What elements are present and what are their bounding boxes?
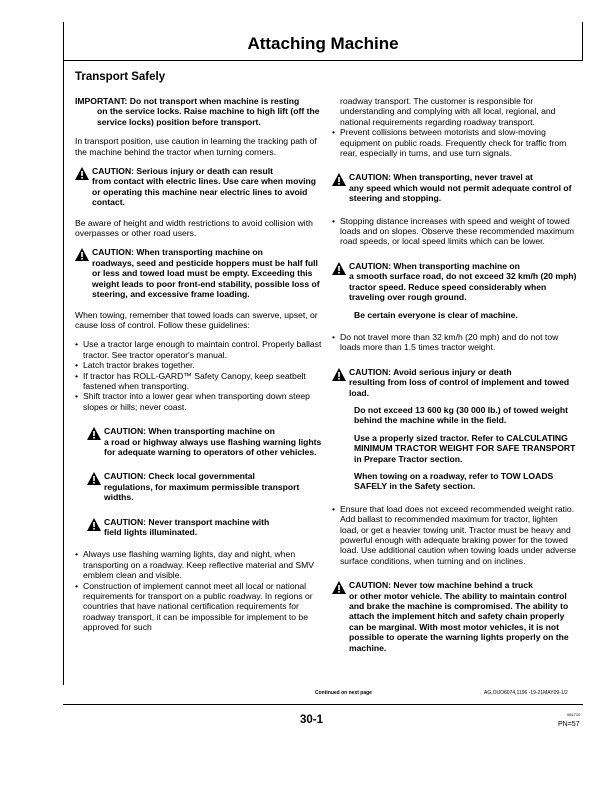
travel-list [332, 332, 578, 353]
stopping-list [332, 216, 578, 247]
warning-triangle-icon [332, 581, 346, 594]
list-item: • Shift tractor into a lower gear when transporting down steep slopes or hills; never coast. [75, 391, 323, 412]
caution-loss-of-control [332, 367, 578, 492]
caution-hoppers [75, 247, 323, 299]
caution-extra: When towing on a roadway, refer to TOW LOADS SAFELY in the Safety section. [354, 470, 554, 492]
caution-first-line: CAUTION: Never transport machine with [104, 516, 270, 527]
section-heading: Transport Safely [75, 71, 166, 83]
right-frame-line [582, 22, 583, 60]
caution-rest: any speed which would not permit adequate control of steering and stopping. [349, 182, 572, 204]
list-item: • Prevent collisions between motorists and slow-moving equipment on public roads. Frequently check for traffic from rear, especially in turns, and use turn signals. [332, 127, 578, 158]
paragraph-height-width: Be aware of height and width restrictions to avoid collision with overpasses or other road users. [75, 217, 313, 239]
body-frame-line [63, 60, 64, 685]
page-title: Attaching Machine [247, 34, 399, 53]
warning-triangle-icon [75, 248, 89, 261]
caution-rest: resulting from loss of control of implement and towed load. [349, 377, 570, 398]
caution-first-line: CAUTION: Serious injury or death can result [92, 166, 273, 177]
caution-first-line: CAUTION: Never tow machine behind a truck [349, 580, 533, 591]
list-item: • Use a tractor large enough to maintain control. Properly ballast tractor. See tractor operator's manual. [75, 339, 323, 360]
warning-triangle-icon [332, 173, 346, 186]
important-note [75, 96, 323, 127]
list-item: • Latch tractor brakes together. [75, 360, 323, 370]
caution-flashing-lights [87, 426, 323, 457]
left-column [75, 96, 323, 642]
caution-first-line: CAUTION: When transporting machine on [349, 260, 520, 271]
caution-extra: Do not exceed 13 600 kg (30 000 lb.) of towed weight behind the machine while in the field. [354, 404, 568, 426]
list-item: • Construction of implement cannot meet all local or national requirements for transport on a public roadway. In regions or countries that have national certification requirements for roadway transport, it can be impossible for implement to be approved for such [75, 581, 323, 633]
pn-label: PN=57 [558, 721, 580, 728]
caution-rest: roadways, seed and pesticide hoppers must be half full or less and towed load must be empty. Exceeding this weight leads to poor front-end stability, possible loss of steering, and excessive frame loading. [92, 257, 320, 300]
list-item: • If tractor has ROLL-GARD™ Safety Canopy, keep seatbelt fastened when transporting. [75, 371, 323, 392]
paragraph-towing: When towing, remember that towed loads can swerve, upset, or cause loss of control. Follow these guidelines: [75, 309, 318, 330]
warning-triangle-icon [332, 368, 346, 381]
caution-extra: Use a properly sized tractor. Refer to CALCULATING MINIMUM TRACTOR WEIGHT FOR SAFE TRANSPORT in Prepare Tractor section. [354, 432, 576, 464]
list-item: • Do not travel more than 32 km/h (20 mph) and do not tow loads more than 1.5 times tractor weight. [332, 332, 578, 353]
important-rest: on the service locks. Raise machine to high lift (off the service locks) position before transport. [97, 106, 320, 127]
document-id: AG,OUO6074,1196 -19-21MAY09-1/2 [484, 690, 568, 696]
important-label: IMPORTANT: [75, 96, 128, 106]
caution-electric-lines [75, 166, 323, 208]
caution-truck-towing [332, 580, 578, 653]
right-column [332, 96, 578, 663]
warning-triangle-icon [332, 262, 346, 275]
warning-triangle-icon [75, 167, 89, 180]
warning-triangle-icon [87, 518, 101, 531]
load-list [332, 504, 578, 566]
warning-triangle-icon [87, 472, 101, 485]
caution-road-speed [332, 261, 578, 320]
caution-speed-control [332, 172, 578, 203]
list-item: • Stopping distance increases with speed and weight of towed loads and on slopes. Observe these recommended maximum road speeds, or local speed limits which can be lower. [332, 216, 578, 247]
footer-rule [63, 704, 583, 705]
list-item: • Ensure that load does not exceed recommended weight ratio. Add ballast to recommended maximum for tractor, lighten load, or get a heavier towing unit. Tractor must be heavy and powerful enough with adequate braking power for the towed load. Use additional caution when towing loads under adverse surface conditions, when turning and on inclines. [332, 504, 578, 566]
continued-note: Continued on next page [315, 690, 372, 696]
caution-rest: from contact with electric lines. Use care when moving or operating this machine near electric lines to avoid contact. [92, 176, 316, 208]
caution-rest: or other motor vehicle. The ability to maintain control and brake the machine is compromised. The ability to attach the implement hitch and safety chain properly can be marginal. With most motor vehicles, it is not possible to operate the warning lights properly on the machine. [349, 590, 569, 653]
important-lead: Do not transport when machine is resting [129, 96, 300, 106]
caution-first-line: CAUTION: When transporting machine on [92, 247, 263, 258]
warning-triangle-icon [87, 427, 101, 440]
caution-rest: a smooth surface road, do not exceed 32 km/h (20 mph) tractor speed. Reduce speed considerably when traveling over rough ground. [349, 271, 577, 303]
caution-rest: field lights illuminated. [104, 527, 198, 537]
caution-first-line: CAUTION: When transporting, never travel at [349, 172, 533, 183]
list-item: • Always use flashing warning lights, day and night, when transporting on a roadway. Keep reflective material and SMV emblem clean and visible. [75, 549, 323, 580]
collision-list [332, 127, 578, 158]
caution-field-lights [87, 517, 323, 538]
title-rule [63, 60, 583, 61]
caution-rest: a road or highway always use flashing warning lights for adequate warning to operators of other vehicles. [104, 436, 322, 457]
print-code: 081710 [567, 712, 581, 717]
lights-list [75, 549, 323, 632]
caution-first-line: CAUTION: Avoid serious injury or death [349, 366, 512, 377]
caution-extra: Be certain everyone is clear of machine. [354, 309, 518, 320]
caution-rest: regulations, for maximum permissible transport widths. [104, 481, 300, 503]
caution-first-line: CAUTION: When transporting machine on [104, 426, 275, 437]
paragraph-roadway-continued: roadway transport. The customer is responsible for understanding and complying with all local, regional, and national requirements regarding roadway transport. [340, 96, 556, 127]
caution-first-line: CAUTION: Check local governmental [104, 471, 255, 482]
caution-regulations [87, 471, 323, 502]
paragraph-tracking: In transport position, use caution in learning the tracking path of the machine behind the tractor when turning corners. [75, 136, 317, 157]
guideline-list [75, 339, 323, 412]
page-number: 30-1 [300, 714, 324, 726]
